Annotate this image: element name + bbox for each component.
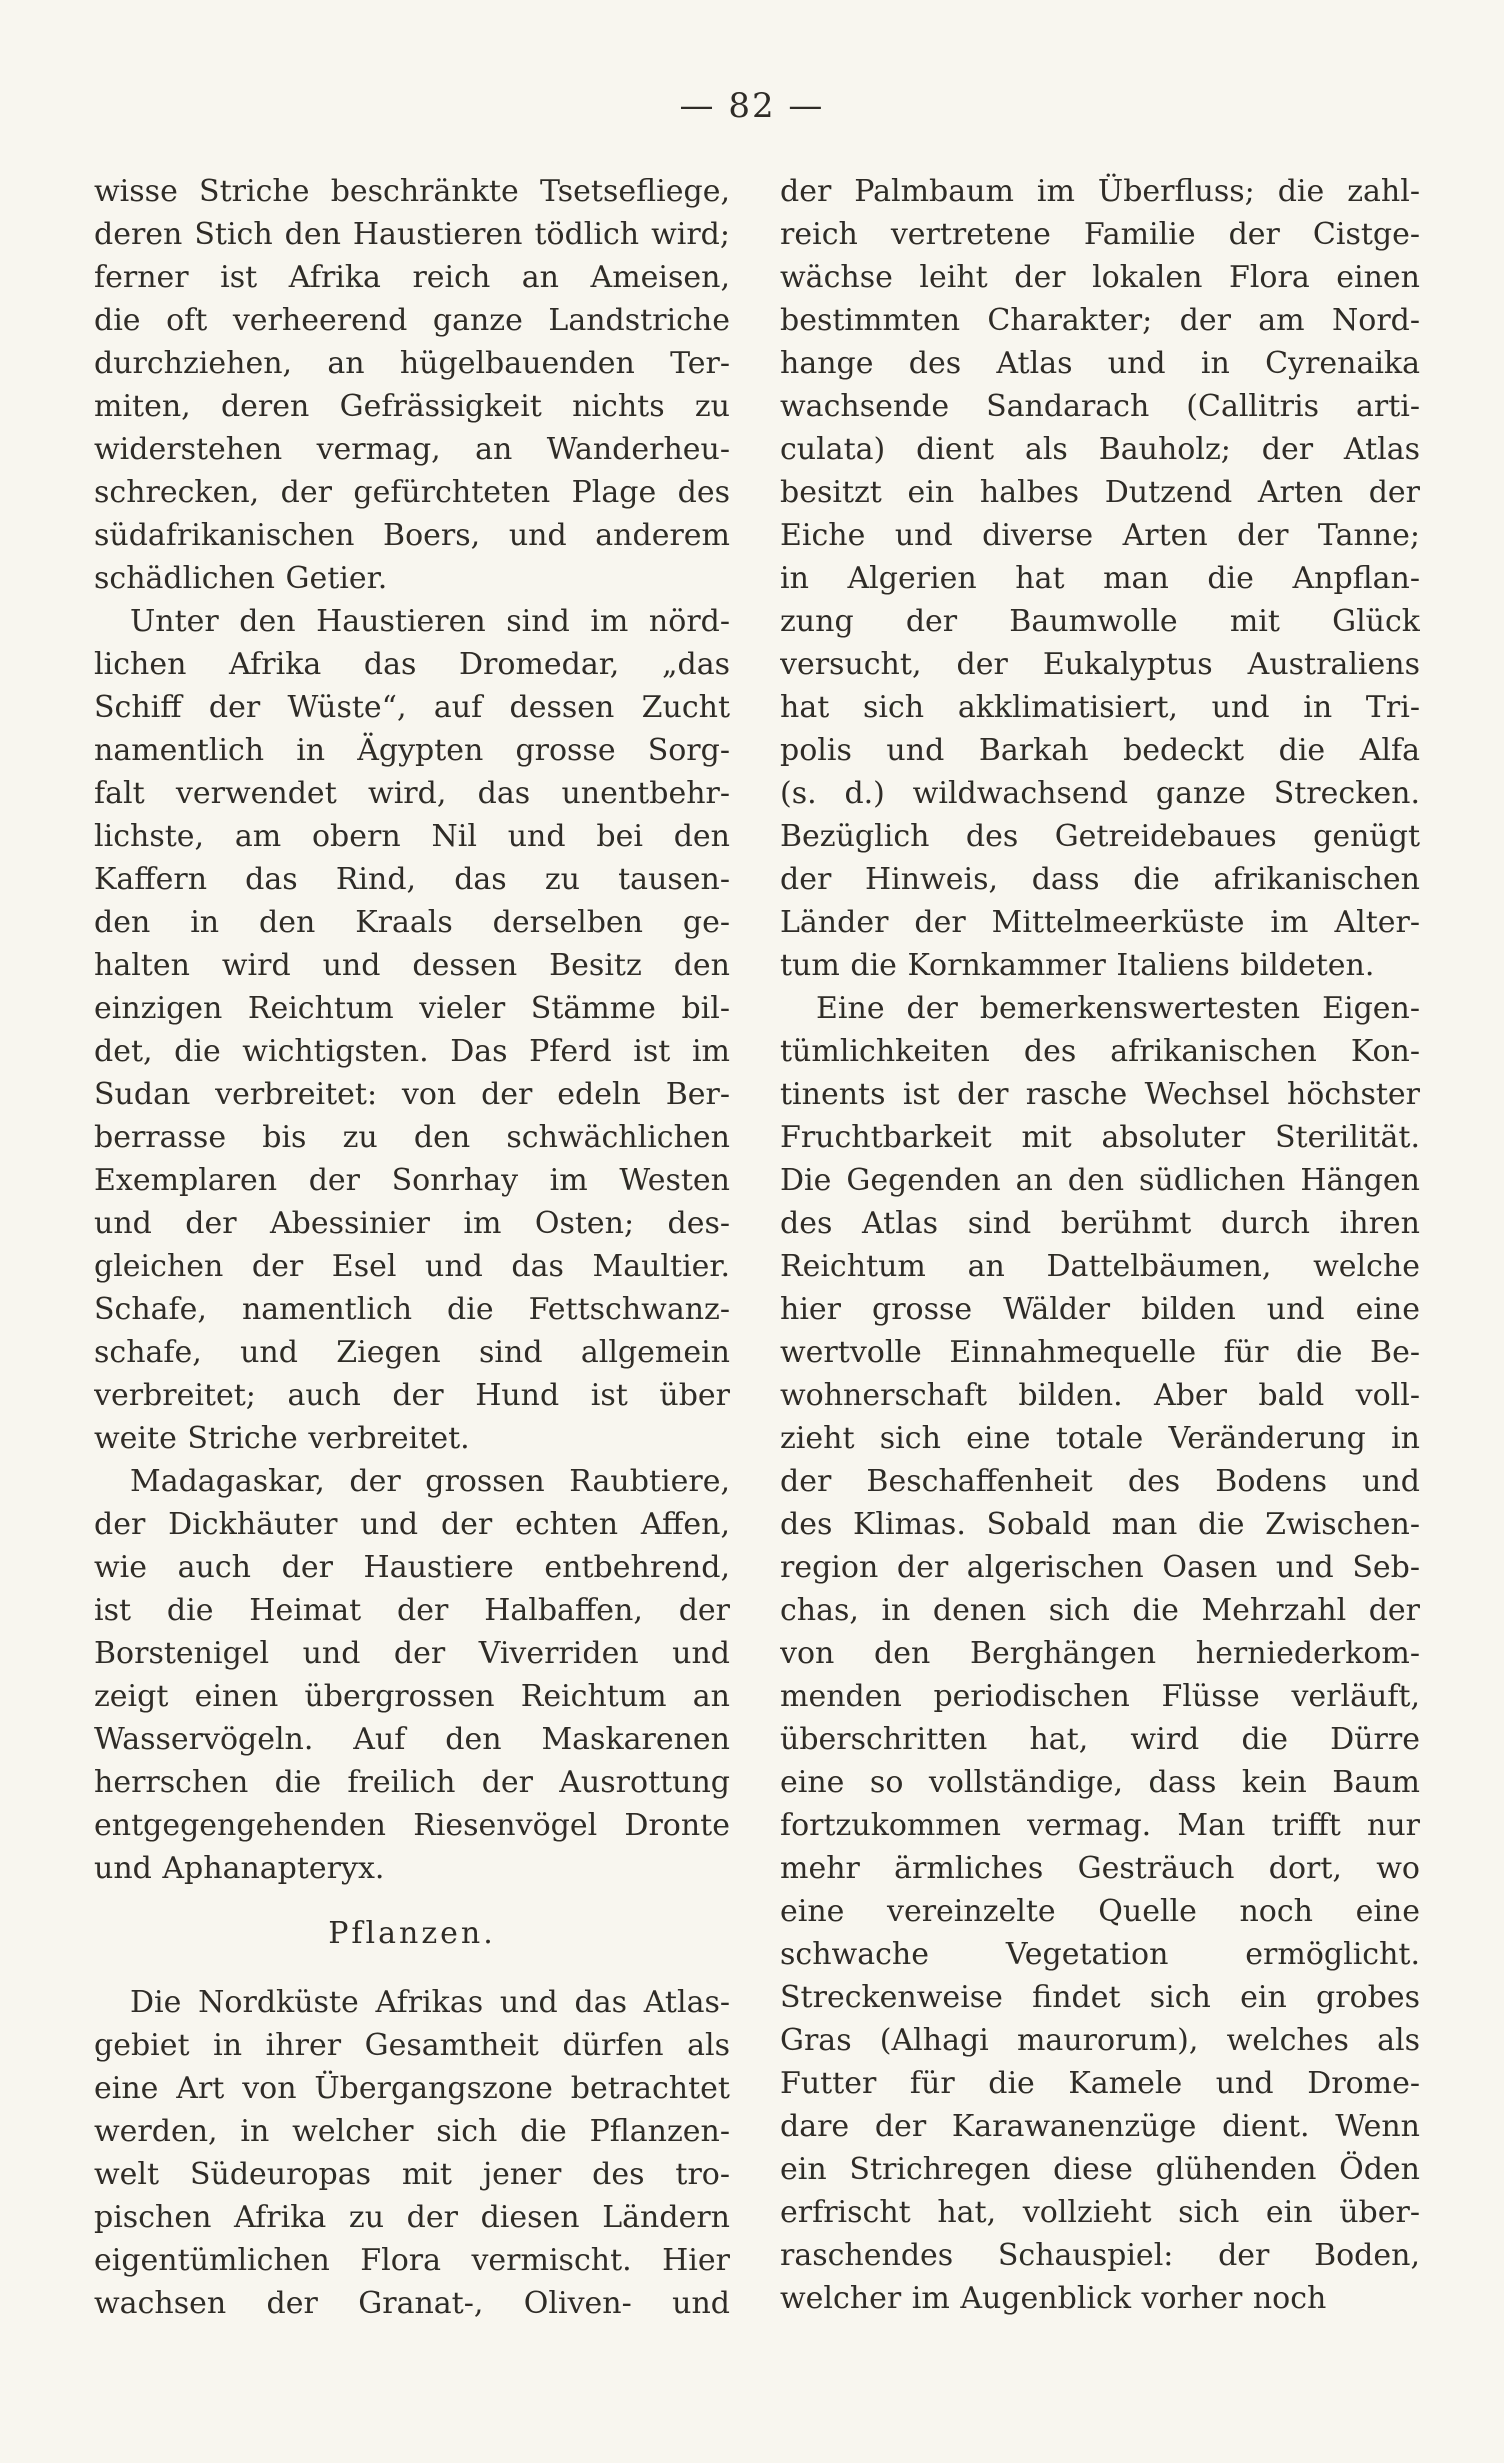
text-line: polis und Barkah bedeckt die Alfa — [780, 733, 1420, 768]
text-line: entgegengehenden Riesenvögel Dronte — [94, 1808, 730, 1843]
text-line: welt Südeuropas mit jener des tro- — [94, 2157, 730, 2192]
text-line: menden periodischen Flüsse verläuft, — [780, 1679, 1420, 1714]
right-text-block — [780, 170, 1420, 2320]
text-line: ist die Heimat der Halbaffen, der — [94, 1593, 730, 1628]
text-line: schafe, und Ziegen sind allgemein — [94, 1335, 730, 1370]
text-line: einzigen Reichtum vieler Stämme bil- — [94, 991, 730, 1026]
text-line: der Palmbaum im Überfluss; die zahl- — [780, 174, 1420, 209]
text-line: eigentümlichen Flora vermischt. Hier — [94, 2243, 730, 2278]
text-line: Die Gegenden an den südlichen Hängen — [780, 1163, 1420, 1198]
text-line: durchziehen, an hügelbauenden Ter- — [94, 346, 730, 381]
text-line: Madagaskar, der grossen Raubtiere, — [130, 1464, 730, 1499]
text-line: Eiche und diverse Arten der Tanne; — [780, 518, 1420, 553]
text-line: gebiet in ihrer Gesamtheit dürfen als — [94, 2028, 730, 2063]
text-line: Borstenigel und der Viverriden und — [94, 1636, 730, 1671]
text-line: falt verwendet wird, das unentbehr- — [94, 776, 730, 811]
text-line: zeigt einen übergrossen Reichtum an — [94, 1679, 730, 1714]
text-line: tümlichkeiten des afrikanischen Kon- — [780, 1034, 1420, 1069]
text-line: versucht, der Eukalyptus Australiens — [780, 647, 1420, 682]
text-line: ferner ist Afrika reich an Ameisen, — [94, 260, 730, 295]
text-line: herrschen die freilich der Ausrottung — [94, 1765, 730, 1800]
text-line: Eine der bemerkenswertesten Eigen- — [816, 991, 1420, 1026]
text-line: bestimmten Charakter; der am Nord- — [780, 303, 1420, 338]
text-line: reich vertretene Familie der Cistge- — [780, 217, 1420, 252]
text-line: Schafe, namentlich die Fettschwanz- — [94, 1292, 730, 1327]
text-line: hier grosse Wälder bilden und eine — [780, 1292, 1420, 1327]
text-line: der Dickhäuter und der echten Affen, — [94, 1507, 730, 1542]
text-line: eine Art von Übergangszone betrachtet — [94, 2071, 730, 2106]
text-line: chas, in denen sich die Mehrzahl der — [780, 1593, 1420, 1628]
text-line: Schiff der Wüste“, auf dessen Zucht — [94, 690, 730, 725]
text-line: Unter den Haustieren sind im nörd- — [130, 604, 730, 639]
text-line: culata) dient als Bauholz; der Atlas — [780, 432, 1420, 467]
text-line: erfrischt hat, vollzieht sich ein über- — [780, 2195, 1420, 2230]
text-line: region der algerischen Oasen und Seb- — [780, 1550, 1420, 1585]
text-line: dare der Karawanenzüge dient. Wenn — [780, 2109, 1420, 2144]
text-line: Sudan verbreitet: von der edeln Ber- — [94, 1077, 730, 1112]
text-line: Streckenweise findet sich ein grobes — [780, 1980, 1420, 2015]
text-line: von den Berghängen herniederkom- — [780, 1636, 1420, 1671]
right-column — [780, 170, 1420, 2320]
text-line: der Beschaffenheit des Bodens und — [780, 1464, 1420, 1499]
text-line: welcher im Augenblick vorher noch — [780, 2281, 1327, 2316]
text-line: widerstehen vermag, an Wanderheu- — [94, 432, 730, 467]
text-line: wisse Striche beschränkte Tsetsefliege, — [94, 174, 730, 209]
text-line: und der Abessinier im Osten; des- — [94, 1206, 730, 1241]
text-line: werden, in welcher sich die Pflanzen- — [94, 2114, 730, 2149]
text-line: in Algerien hat man die Anpflan- — [780, 561, 1420, 596]
text-line: ein Strichregen diese glühenden Öden — [780, 2152, 1420, 2187]
text-line: halten wird und dessen Besitz den — [94, 948, 730, 983]
text-line: Futter für die Kamele und Drome- — [780, 2066, 1420, 2101]
text-line: den in den Kraals derselben ge- — [94, 905, 730, 940]
left-text-block-animals — [94, 170, 730, 1890]
text-line: des Klimas. Sobald man die Zwischen- — [780, 1507, 1420, 1542]
text-line: wächse leiht der lokalen Flora einen — [780, 260, 1420, 295]
text-line: deren Stich den Haustieren tödlich wird; — [94, 217, 730, 252]
section-heading-plants: Pflanzen. — [328, 1916, 496, 1951]
text-line: pischen Afrika zu der diesen Ländern — [94, 2200, 730, 2235]
text-line: wachsende Sandarach (Callitris arti- — [780, 389, 1420, 424]
text-line: tinents ist der rasche Wechsel höchster — [780, 1077, 1420, 1112]
text-line: wohnerschaft bilden. Aber bald voll- — [780, 1378, 1420, 1413]
text-line: Reichtum an Dattelbäumen, welche — [780, 1249, 1420, 1284]
page-number: — 82 — — [679, 86, 825, 126]
text-line: zieht sich eine totale Veränderung in — [780, 1421, 1420, 1456]
text-line: und Aphanapteryx. — [94, 1851, 385, 1886]
text-line: zung der Baumwolle mit Glück — [780, 604, 1420, 639]
text-line: des Atlas sind berühmt durch ihren — [780, 1206, 1420, 1241]
text-line: schwache Vegetation ermöglicht. — [780, 1937, 1420, 1972]
left-text-block-plants — [94, 1981, 730, 2325]
text-line: überschritten hat, wird die Dürre — [780, 1722, 1420, 1757]
text-line: wachsen der Granat-, Oliven- und — [94, 2286, 730, 2321]
text-line: besitzt ein halbes Dutzend Arten der — [780, 475, 1420, 510]
text-line: lichste, am obern Nil und bei den — [94, 819, 730, 854]
text-line: Die Nordküste Afrikas und das Atlas- — [130, 1985, 730, 2020]
text-line: fortzukommen vermag. Man trifft nur — [780, 1808, 1420, 1843]
text-line: weite Striche verbreitet. — [94, 1421, 470, 1456]
text-line: wie auch der Haustiere entbehrend, — [94, 1550, 730, 1585]
text-line: Exemplaren der Sonrhay im Westen — [94, 1163, 730, 1198]
text-line: verbreitet; auch der Hund ist über — [94, 1378, 730, 1413]
text-line: eine vereinzelte Quelle noch eine — [780, 1894, 1420, 1929]
text-line: (s. d.) wildwachsend ganze Strecken. — [780, 776, 1420, 811]
text-line: gleichen der Esel und das Maultier. — [94, 1249, 730, 1284]
text-line: hange des Atlas und in Cyrenaika — [780, 346, 1420, 381]
text-line: lichen Afrika das Dromedar, „das — [94, 647, 730, 682]
text-line: wertvolle Einnahmequelle für die Be- — [780, 1335, 1420, 1370]
text-line: tum die Kornkammer Italiens bildeten. — [780, 948, 1375, 983]
text-line: schrecken, der gefürchteten Plage des — [94, 475, 730, 510]
text-line: Kaffern das Rind, das zu tausen- — [94, 862, 730, 897]
text-line: berrasse bis zu den schwächlichen — [94, 1120, 730, 1155]
text-line: Wasservögeln. Auf den Maskarenen — [94, 1722, 730, 1757]
text-line: Fruchtbarkeit mit absoluter Sterilität. — [780, 1120, 1420, 1155]
text-line: südafrikanischen Boers, und anderem — [94, 518, 730, 553]
left-column — [94, 170, 730, 2325]
text-line: mehr ärmliches Gesträuch dort, wo — [780, 1851, 1420, 1886]
text-line: hat sich akklimatisiert, und in Tri- — [780, 690, 1420, 725]
text-line: die oft verheerend ganze Landstriche — [94, 303, 730, 338]
text-line: Bezüglich des Getreidebaues genügt — [780, 819, 1420, 854]
text-line: Länder der Mittelmeerküste im Alter- — [780, 905, 1420, 940]
text-line: namentlich in Ägypten grosse Sorg- — [94, 733, 730, 768]
text-line: schädlichen Getier. — [94, 561, 388, 596]
text-line: Gras (Alhagi maurorum), welches als — [780, 2023, 1420, 2058]
text-line: eine so vollständige, dass kein Baum — [780, 1765, 1420, 1800]
text-line: der Hinweis, dass die afrikanischen — [780, 862, 1420, 897]
text-line: raschendes Schauspiel: der Boden, — [780, 2238, 1420, 2273]
text-line: det, die wichtigsten. Das Pferd ist im — [94, 1034, 730, 1069]
text-line: miten, deren Gefrässigkeit nichts zu — [94, 389, 730, 424]
